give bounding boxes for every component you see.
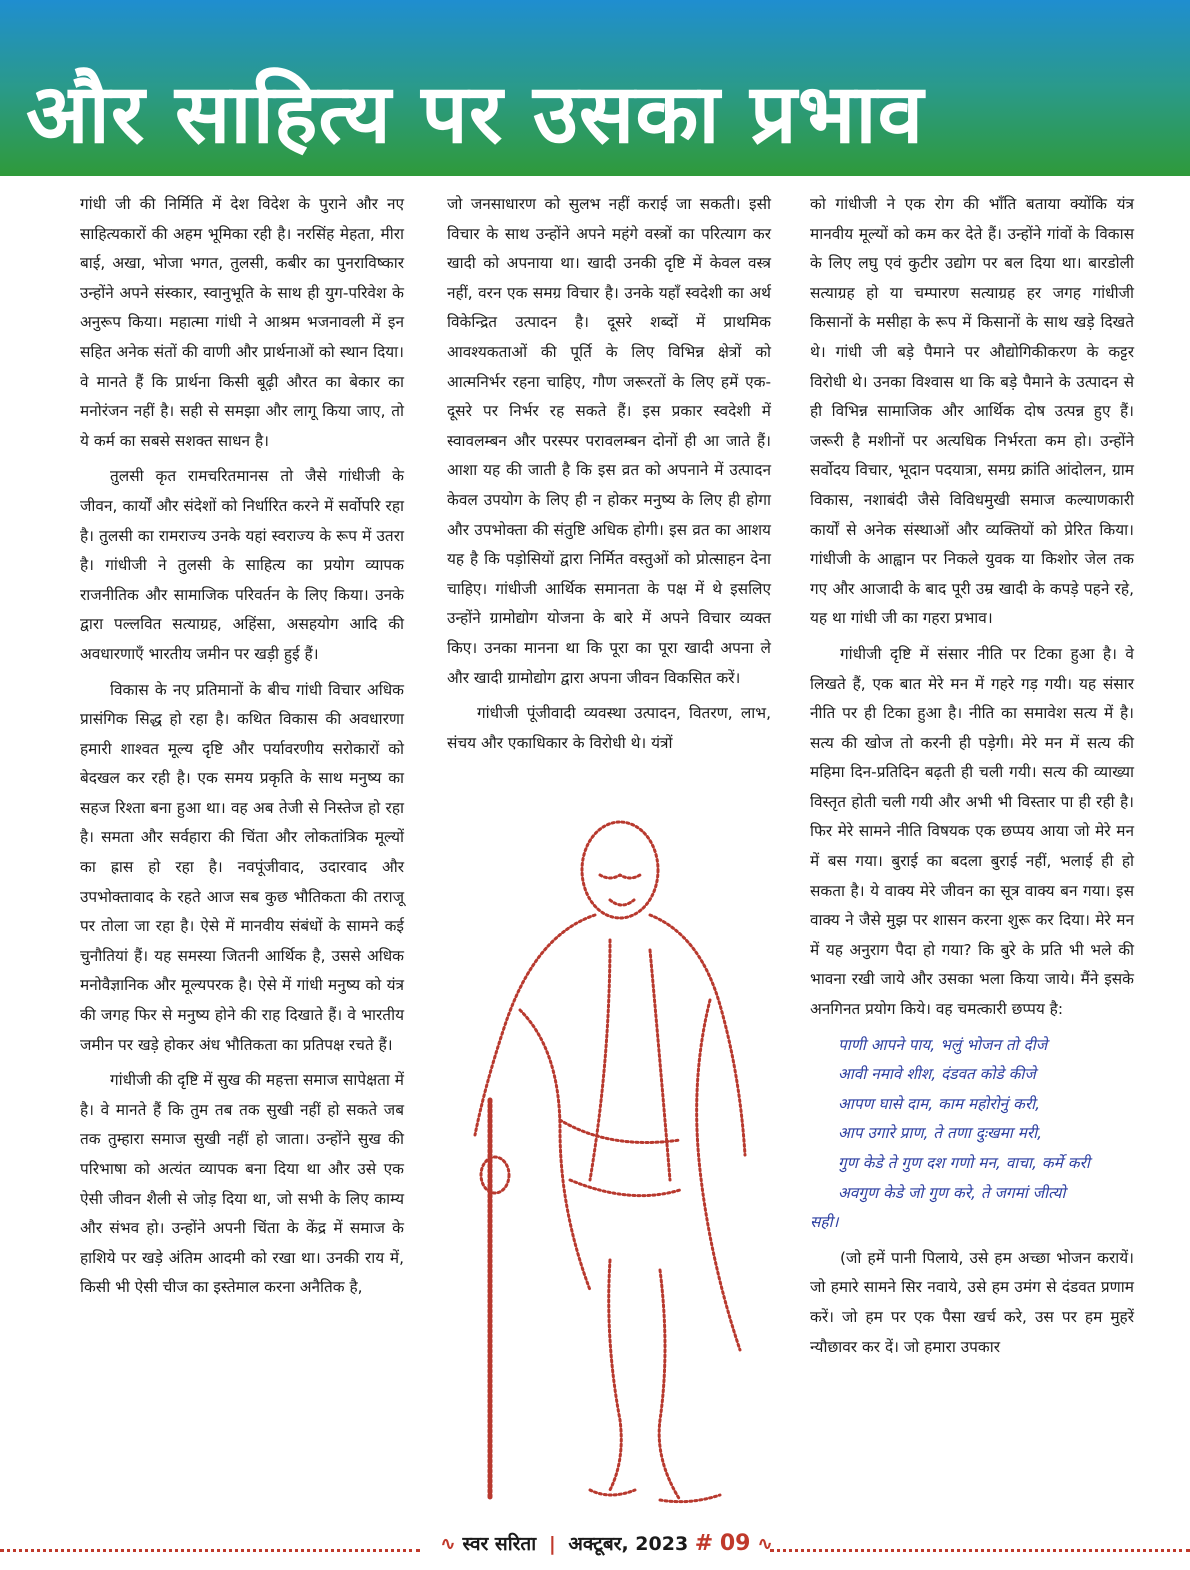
poem-line: आपण घासे दाम, काम महोरोनुं करी,	[838, 1094, 1040, 1113]
column-2	[447, 190, 771, 758]
paragraph: (जो हमें पानी पिलाये, उसे हम अच्छा भोजन करायें। जो हमारे सामने सिर नवाये, उसे हम उमंग से दंडवत प्रणाम करें। जो हम पर एक पैसा खर्च करे, उस पर हम मुहरें न्यौछावर कर दें। जो हमारा उपकार	[810, 1248, 1134, 1356]
footer-left-ornament-icon: ∿	[440, 1533, 456, 1555]
footer-right-ornament-icon: ∿	[757, 1533, 774, 1555]
footer-divider-right	[770, 1549, 1190, 1552]
poem-line: पाणी आपने पाय, भलुं भोजन तो दीजे	[838, 1035, 1048, 1054]
paragraph: तुलसी कृत रामचरितमानस तो जैसे गांधीजी के जीवन, कार्यों और संदेशों को निर्धारित करने में सर्वोपरि रहा है। तुलसी का रामराज्य उनके यहां स्वराज्य के रूप में उतरा है। गांधीजी ने तुलसी के साहित्य का प्रयोग व्यापक राजनीतिक और सामाजिक परिवर्तन के लिए किया। उनके द्वारा पल्लवित सत्याग्रह, अहिंसा, असहयोग आदि की अवधारणाएँ भारतीय जमीन पर खड़ी हुई हैं।	[80, 467, 404, 663]
footer-separator: |	[548, 1533, 556, 1555]
paragraph: विकास के नए प्रतिमानों के बीच गांधी विचार अधिक प्रासंगिक सिद्ध हो रहा है। कथित विकास की अवधारणा हमारी शाश्वत मूल्य दृष्टि और पर्यावरणीय सरोकारों को बेदखल कर रही है। एक समय प्रकृति के साथ मनुष्य का सहज रिश्ता बना हुआ था। वह अब तेजी से निस्तेज हो रहा है। समता और सर्वहारा की चिंता और लोकतांत्रिक मूल्यों का ह्रास हो रहा है। नवपूंजीवाद, उदारवाद और उपभोक्तावाद के रहते आज सब कुछ भौतिकता की तराजू पर तोला जा रहा है। ऐसे में मानवीय संबंधों के सामने कई चुनौतियां हैं। यह समस्या जितनी आर्थिक है, उससे अधिक मनोवैज्ञानिक और मूल्यपरक है। ऐसे में गांधी मनुष्य को यंत्र की जगह फिर से मनुष्य होने की राह दिखाते हैं। वे भारतीय जमीन पर खड़े होकर अंध भौतिकता का प्रतिपक्ष रचते हैं।	[80, 680, 404, 1054]
poem-line: गुण केडे ते गुण दश गणो मन, वाचा, कर्मे करी	[838, 1154, 1090, 1172]
poem-line: आप उगारे प्राण, ते तणा दुःखमा मरी,	[838, 1124, 1043, 1143]
paragraph: गांधी जी की निर्मिति में देश विदेश के पुराने और नए साहित्यकारों की अहम भूमिका रही है। नरसिंह मेहता, मीरा बाई, अखा, भोजा भगत, तुलसी, कबीर का पुनराविष्कार उन्होंने अपने संस्कार, स्वानुभूति के साथ ही युग-परिवेश के अनुरूप किया। महात्मा गांधी ने आश्रम भजनावली में इन सहित अनेक संतों की वाणी और प्रार्थनाओं को स्थान दिया। वे मानते हैं कि प्रार्थना किसी बूढ़ी औरत का बेकार का मनोरंजन नहीं है। सही से समझा और लागू किया जाए, तो ये कर्म का सबसे सशक्त साधन है।	[80, 195, 404, 450]
paragraph: को गांधीजी ने एक रोग की भाँति बताया क्योंकि यंत्र मानवीय मूल्यों को कम कर देते हैं। उन्होंने गांवों के विकास के लिए लघु एवं कुटीर उद्योग पर बल दिया था। बारडोली सत्याग्रह हो या चम्पारण सत्याग्रह हर जगह गांधीजी किसानों के मसीहा के रूप में किसानों के साथ खड़े दिखते थे। गांधी जी बड़े पैमाने पर औद्योगिकीकरण के कट्टर विरोधी थे। उनका विश्वास था कि बड़े पैमाने के उत्पादन से ही विभिन्न सामाजिक और आर्थिक दोष उत्पन्न हुए हैं। जरूरी है मशीनों पर अत्यधिक निर्भरता कम हो। उन्होंने सर्वोदय विचार, भूदान पदयात्रा, समग्र क्रांति आंदोलन, ग्राम विकास, नशाबंदी जैसे विविधमुखी समाज कल्याणकारी कार्यों से अनेक संस्थाओं और व्यक्तियों को प्रेरित किया। गांधीजी के आह्वान पर निकले युवक या किशोर जेल तक गए और आजादी के बाद पूरी उम्र खादी के कपड़े पहने रहे, यह था गांधी जी का गहरा प्रभाव।	[810, 195, 1134, 628]
page-number-prefix: #	[694, 1531, 714, 1556]
poem-line: अवगुण केडे जो गुण करे, ते जगमां जीत्यो	[838, 1183, 1066, 1202]
header-banner	[0, 0, 1190, 176]
paragraph: गांधीजी की दृष्टि में सुख की महत्ता समाज सापेक्षता में है। वे मानते हैं कि तुम तब तक सुखी नहीं हो सकते जब तक तुम्हारा समाज सुखी नहीं हो जाता। उन्होंने सुख की परिभाषा को अत्यंत व्यापक बना दिया था और उसे एक ऐसी जीवन शैली से जोड़ दिया था, जो सभी के लिए काम्य और संभव हो। उन्होंने अपनी चिंता के केंद्र में समाज के हाशिये पर खड़े अंतिम आदमी को रखा था। उनकी राय में, किसी भी ऐसी चीज का इस्तेमाल करना अनैतिक है,	[80, 1071, 404, 1297]
page-number: 09	[719, 1531, 751, 1556]
gandhi-walking-illustration	[460, 800, 770, 1510]
column-3	[810, 190, 1134, 1362]
magazine-name: स्वर सरिता	[462, 1533, 537, 1555]
footer-divider-left	[0, 1549, 420, 1552]
poem-block	[810, 1031, 1134, 1238]
page-title: और साहित्य पर उसका प्रभाव	[26, 67, 925, 162]
paragraph: गांधीजी दृष्टि में संसार नीति पर टिका हुआ है। वे लिखते हैं, एक बात मेरे मन में गहरे गड़ गयी। यह संसार नीति पर ही टिका हुआ है। नीति का समावेश सत्य में है। सत्य की खोज तो करनी ही पड़ेगी। मेरे मन में सत्य की महिमा दिन-प्रतिदिन बढ़ती ही चली गयी। सत्य की व्याख्या विस्तृत होती चली गयी और अभी भी विस्तार पा ही रही है। फिर मेरे सामने नीति विषयक एक छप्पय आया जो मेरे मन में बस गया। बुराई का बदला बुराई नहीं, भलाई ही हो सकता है। ये वाक्य मेरे जीवन का सूत्र वाक्य बन गया। इस वाक्य ने जैसे मुझ पर शासन करना शुरू कर दिया। मेरे मन में यह अनुराग पैदा हो गया? कि बुरे के प्रति भी भले की भावना रखी जाये और उसका भला किया जाये। मैंने इसके अनगिनत प्रयोग किये। वह चमत्कारी छप्पय है:	[810, 644, 1134, 1019]
column-1	[80, 190, 404, 1303]
poem-line: सही।	[810, 1213, 839, 1232]
paragraph: गांधीजी पूंजीवादी व्यवस्था उत्पादन, वितरण, लाभ, संचय और एकाधिकार के विरोधी थे। यंत्रों	[447, 704, 771, 752]
paragraph: जो जनसाधारण को सुलभ नहीं कराई जा सकती। इसी विचार के साथ उन्होंने अपने महंगे वस्त्रों का परित्याग कर खादी को अपनाया था। खादी उनकी दृष्टि में केवल वस्त्र नहीं, वरन एक समग्र विचार है। उनके यहाँ स्वदेशी का अर्थ विकेन्द्रित उत्पादन है। दूसरे शब्दों में प्राथमिक आवश्यकताओं की पूर्ति के लिए विभिन्न क्षेत्रों को आत्मनिर्भर रहना चाहिए, गौण जरूरतों के लिए हमें एक-दूसरे पर निर्भर रह सकते हैं। इस प्रकार स्वदेशी में स्वावलम्बन और परस्पर परावलम्बन दोनों ही आ जाते हैं। आशा यह की जाती है कि इस व्रत को अपनाने में उत्पादन केवल उपयोग के लिए ही न होकर मनुष्य के लिए ही होगा और उपभोक्ता की संतुष्टि अधिक होगी। इस व्रत का आशय यह है कि पड़ोसियों द्वारा निर्मित वस्तुओं को प्रोत्साहन देना चाहिए। गांधीजी आर्थिक समानता के पक्ष में थे इसलिए उन्होंने ग्रामोद्योग योजना के बारे में अपने विचार व्यक्त किए। उनका मानना था कि पूरा का पूरा खादी अपना ले और खादी ग्रामोद्योग द्वारा अपना जीवन विकसित करें।	[447, 195, 771, 687]
footer	[440, 1530, 774, 1570]
poem-line: आवी नमावे शीश, दंडवत कोडे कीजे	[838, 1065, 1036, 1084]
issue-date: अक्टूबर, 2023	[568, 1533, 689, 1555]
